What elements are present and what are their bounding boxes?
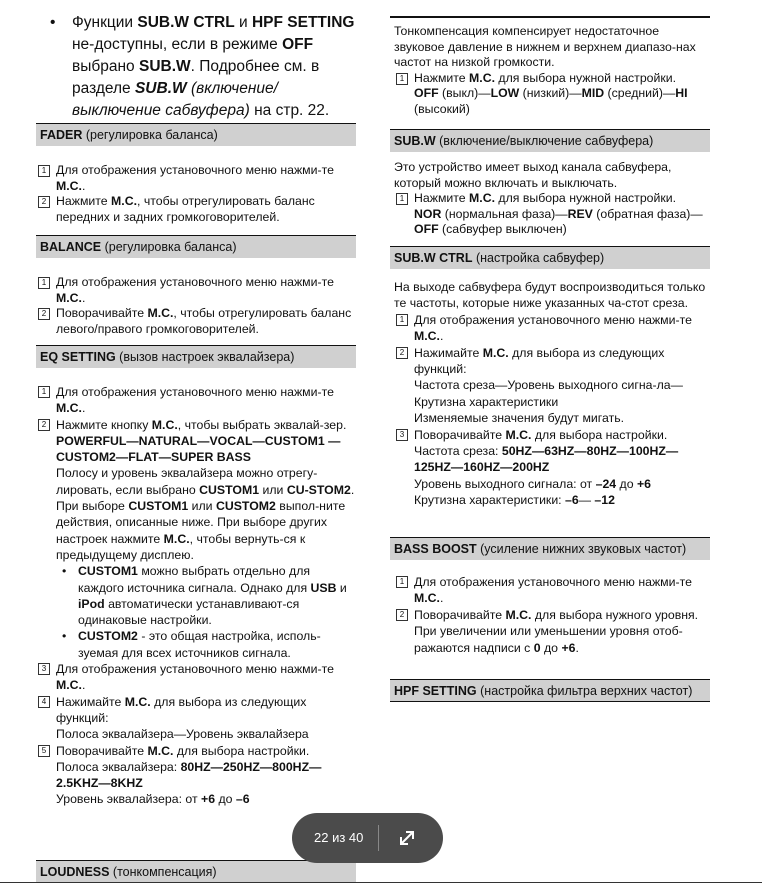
- subw-ctrl-body: На выходе сабвуфера будут воспроизводиться только те частоты, которые ниже указанных ча-стот среза. 1 Для отображения установочного меню нажми-те M.C.. 2 Нажимайте M.C. для выбора из следующих функций: Частота среза—Уровень выходного сигна-ла—Крутизна характеристики Изменяемые значения будут мигать. 3 Поворачивайте M.C. для выбора настройки. Частота среза: 50HZ—63HZ—80HZ—100HZ—125HZ—160HZ—200HZ Уровень выходного сигнала: от –24 до +6 Крутизна характеристики: –6— –12: [394, 279, 710, 509]
- eq-functions: Полоса эквалайзера—Уровень эквалайзера: [56, 727, 309, 742]
- step-number: 1: [38, 277, 50, 289]
- subw-values: NOR (нормальная фаза)—REV (обратная фаза)—OFF (сабвуфер выключен): [414, 206, 703, 237]
- eq-level-values: Уровень эквалайзера: от +6 до –6: [56, 792, 250, 807]
- top-rule: [390, 16, 710, 18]
- step-item: 2 Нажимайте M.C. для выбора из следующих функций:: [394, 345, 710, 378]
- bullet-dot: •: [50, 14, 56, 31]
- bottom-rule: [0, 882, 762, 883]
- step-number: 2: [396, 347, 408, 359]
- step-item: 1 Нажмите M.C. для выбора нужной настройки.: [394, 191, 710, 207]
- output-level-values: Уровень выходного сигнала: от –24 до +6: [414, 476, 652, 491]
- expand-arrows-icon[interactable]: [396, 827, 418, 849]
- section-header-subw: SUB.W (включение/выключение сабвуфера): [390, 129, 710, 152]
- step-item: 3 Поворачивайте M.C. для выбора настройки.: [394, 427, 710, 443]
- step-item: 5 Поворачивайте M.C. для выбора настройки.: [36, 743, 356, 759]
- eq-setting-body: [36, 384, 356, 808]
- subw-body: Это устройство имеет выход канала сабвуфера, который можно включать и выключать. 1 Нажмите M.C. для выбора нужной настройки. NOR (нормальная фаза)—REV (обратная фаза)—OFF (сабвуфер выключен): [394, 160, 710, 238]
- divider: [378, 825, 379, 851]
- eq-note: При выборе CUSTOM1 или CUSTOM2 выпол-ните действия, описанные ниже. При выборе других настроек нажмите M.C., чтобы вернуть-ся к предыдущему дисплею.: [56, 499, 346, 562]
- step-item: 1 Для отображения установочного меню нажми-те M.C..: [36, 384, 356, 417]
- step-item: 2 Нажмите M.C., чтобы отрегулировать баланс передних и задних громкоговорителей.: [36, 194, 356, 225]
- step-number: 2: [38, 419, 50, 431]
- eq-band-values: Полоса эквалайзера: 80HZ—250HZ—800HZ—2.5KHZ—8KHZ: [56, 759, 322, 791]
- step-item: 1 Для отображения установочного меню нажми-те M.C..: [36, 275, 356, 306]
- step-number: 1: [396, 314, 408, 326]
- loudness-body: Тонкомпенсация компенсирует недостаточное звуковое давление в нижнем и верхнем диапазо-нах частот на низкой громкости. 1 Нажмите M.C. для выбора нужной настройки. OFF (выкл)—LOW (низкий)—MID (средний)—HI (высокий): [394, 24, 710, 118]
- eq-bullet: • CUSTOM2 - это общая настройка, исполь-зуемая для всех источников сигнала.: [62, 629, 321, 660]
- slope-values: Крутизна характеристики: –6— –12: [414, 493, 615, 508]
- step-number: 1: [38, 165, 50, 177]
- bullet-dot: •: [62, 629, 67, 644]
- fader-body: [36, 163, 356, 225]
- section-header-subw-ctrl: SUB.W CTRL (настройка сабвуфер): [390, 246, 710, 269]
- bass-boost-note: При увеличении или уменьшении уровня отоб-ражаются надписи с 0 до +6.: [414, 624, 683, 655]
- eq-note: Полосу и уровень эквалайзера можно отрегу-лировать, если выбрано CUSTOM1 или CU-STOM2.: [56, 466, 355, 497]
- step-number: 1: [38, 386, 50, 398]
- step-number: 5: [38, 745, 50, 757]
- step-item: 2 Поворачивайте M.C. для выбора нужного уровня.: [394, 607, 710, 623]
- page-navigator[interactable]: [292, 813, 443, 863]
- balance-body: [36, 275, 356, 337]
- step-item: 1 Для отображения установочного меню нажми-те M.C..: [394, 312, 710, 345]
- intro-note: [50, 12, 360, 122]
- section-header-bass-boost: BASS BOOST (усиление нижних звуковых частот): [390, 537, 710, 560]
- step-number: 1: [396, 73, 408, 85]
- step-item: 1 Для отображения установочного меню нажми-те M.C..: [394, 574, 710, 607]
- step-item: 1 Нажмите M.C. для выбора нужной настройки.: [394, 71, 710, 87]
- bass-boost-body: [394, 574, 710, 656]
- step-item: 2 Поворачивайте M.C., чтобы отрегулировать баланс левого/правого громкоговорителей.: [36, 306, 356, 337]
- step-number: 3: [38, 663, 50, 675]
- section-header-loudness: LOUDNESS (тонкомпенсация): [36, 860, 356, 883]
- step-item: 3 Для отображения установочного меню нажми-те M.C..: [36, 661, 356, 694]
- step-item: 2 Нажмите кнопку M.C., чтобы выбрать эквалай-зер.: [36, 417, 356, 433]
- step-number: 4: [38, 696, 50, 708]
- cutoff-values: Частота среза: 50HZ—63HZ—80HZ—100HZ—125HZ—160HZ—200HZ: [414, 444, 679, 475]
- page-indicator: 22 из 40: [314, 830, 364, 845]
- eq-presets: POWERFUL—NATURAL—VOCAL—CUSTOM1 —CUSTOM2—FLAT—SUPER BASS: [56, 433, 341, 465]
- section-header-balance: BALANCE (регулировка баланса): [36, 235, 356, 258]
- section-header-fader: FADER (регулировка баланса): [36, 123, 356, 146]
- step-item: 4 Нажимайте M.C. для выбора из следующих функций:: [36, 694, 356, 727]
- step-number: 2: [38, 196, 50, 208]
- subw-ctrl-functions: Частота среза—Уровень выходного сигна-ла—Крутизна характеристики: [414, 378, 683, 409]
- step-number: 1: [396, 193, 408, 205]
- step-number: 1: [396, 576, 408, 588]
- eq-bullet: • CUSTOM1 можно выбрать отдельно для каждого источника сигнала. Однако для USB и iPod автоматически устанавливают-ся одинаковые настройки.: [62, 564, 347, 628]
- step-number: 2: [396, 609, 408, 621]
- subw-ctrl-note: Изменяемые значения будут мигать.: [414, 411, 625, 426]
- section-header-eq-setting: EQ SETTING (вызов настроек эквалайзера): [36, 345, 356, 368]
- loudness-values: OFF (выкл)—LOW (низкий)—MID (средний)—HI (высокий): [414, 86, 688, 116]
- step-item: 1 Для отображения установочного меню нажми-те M.C..: [36, 163, 356, 194]
- bullet-dot: •: [62, 564, 67, 579]
- step-number: 2: [38, 308, 50, 320]
- section-header-hpf-setting: HPF SETTING (настройка фильтра верхних частот): [390, 679, 710, 702]
- step-number: 3: [396, 429, 408, 441]
- intro-note-text: Функции SUB.W CTRL и HPF SETTING не-доступны, если в режиме OFF выбрано SUB.W. Подробнее см. в разделе SUB.W (включение/выключение сабвуфера) на стр. 22.: [72, 14, 355, 119]
